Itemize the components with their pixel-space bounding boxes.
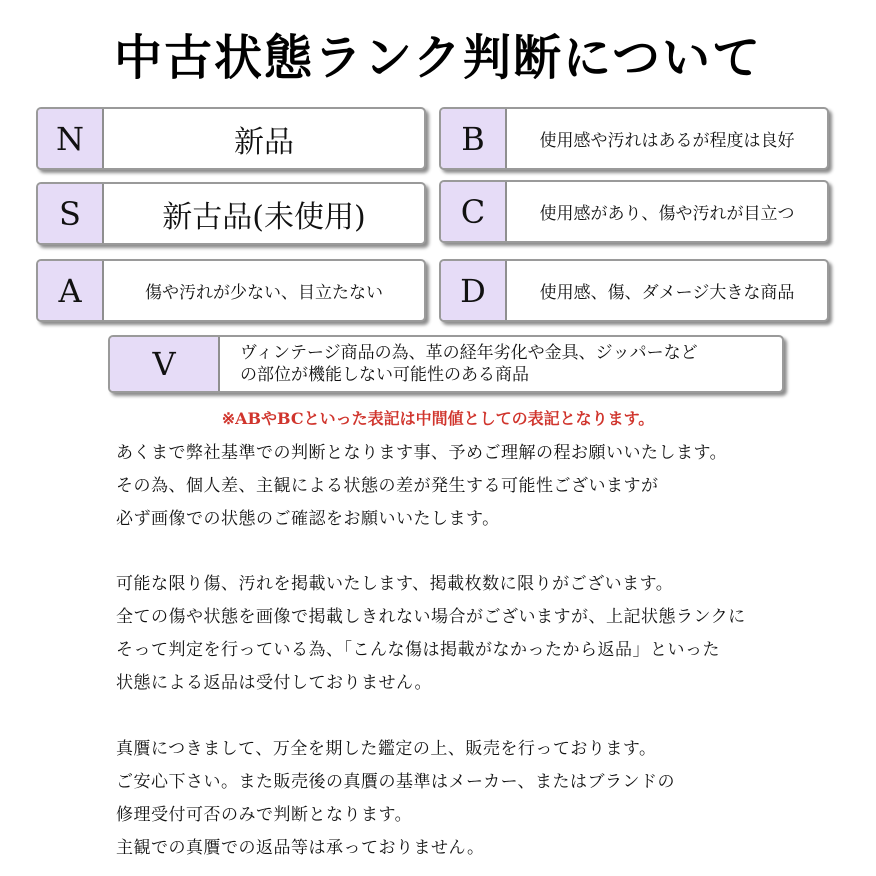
rank-box-v xyxy=(108,335,784,393)
paragraph-line: ご安心下さい。また販売後の真贋の基準はメーカー、またはブランドの xyxy=(116,772,675,792)
rank-box-s xyxy=(36,182,426,245)
rank-letter-n: N xyxy=(38,109,104,168)
rank-box-c xyxy=(439,180,829,243)
page-title: 中古状態ランク判断について xyxy=(113,30,763,86)
rank-letter-a: A xyxy=(38,261,104,320)
rank-box-d xyxy=(439,259,829,322)
paragraph-line: そって判定を行っている為、「こんな傷は掲載がなかったから返品」といった xyxy=(116,640,720,660)
paragraph-line: その為、個人差、主観による状態の差が発生する可能性ございますが xyxy=(116,476,659,496)
rank-desc-v xyxy=(220,337,782,391)
paragraph-line: 必ず画像での状態のご確認をお願いいたします。 xyxy=(116,509,500,529)
rank-desc-d: 使用感、傷、ダメージ大きな商品 xyxy=(539,283,795,303)
rank-box-a xyxy=(36,259,426,322)
rank-letter-c: C xyxy=(441,182,507,241)
rank-desc-n: 新品 xyxy=(234,124,294,160)
rank-box-b xyxy=(439,107,829,170)
rank-letter-s: S xyxy=(38,184,104,243)
paragraph-line: 状態による返品は受付しておりません。 xyxy=(116,673,433,693)
paragraph-line: 可能な限り傷、汚れを掲載いたします、掲載枚数に限りがございます。 xyxy=(116,574,674,594)
rank-letter-d: D xyxy=(441,261,507,320)
rank-letter-b: B xyxy=(441,109,507,168)
rank-desc-s: 新古品(未使用) xyxy=(162,199,366,235)
paragraph-judgment xyxy=(116,437,836,536)
paragraph-line: 修理受付可否のみで判断となります。 xyxy=(116,805,413,825)
rank-desc-a: 傷や汚れが少ない、目立たない xyxy=(145,283,383,303)
intermediate-note: ※ABやBCといった表記は中間値としての表記となります。 xyxy=(221,409,655,428)
rank-desc-c: 使用感があり、傷や汚れが目立つ xyxy=(539,204,795,224)
paragraph-line: 全ての傷や状態を画像で掲載しきれない場合がございますが、上記状態ランクに xyxy=(116,607,746,627)
rank-desc-v-line-2: の部位が機能しない可能性のある商品 xyxy=(240,365,529,385)
paragraph-line: 真贋につきまして、万全を期した鑑定の上、販売を行っております。 xyxy=(116,739,657,759)
paragraph-authenticity xyxy=(116,733,836,865)
rank-desc-v-line-1: ヴィンテージ商品の為、革の経年劣化や金具、ジッパーなど xyxy=(240,343,698,363)
rank-box-n xyxy=(36,107,426,170)
paragraph-photos xyxy=(116,568,836,700)
rank-letter-v: V xyxy=(110,337,220,391)
rank-desc-b: 使用感や汚れはあるが程度は良好 xyxy=(539,131,795,151)
paragraph-line: 主観での真贋での返品等は承っておりません。 xyxy=(116,838,485,858)
paragraph-line: あくまで弊社基準での判断となります事、予めご理解の程お願いいたします。 xyxy=(116,443,728,463)
